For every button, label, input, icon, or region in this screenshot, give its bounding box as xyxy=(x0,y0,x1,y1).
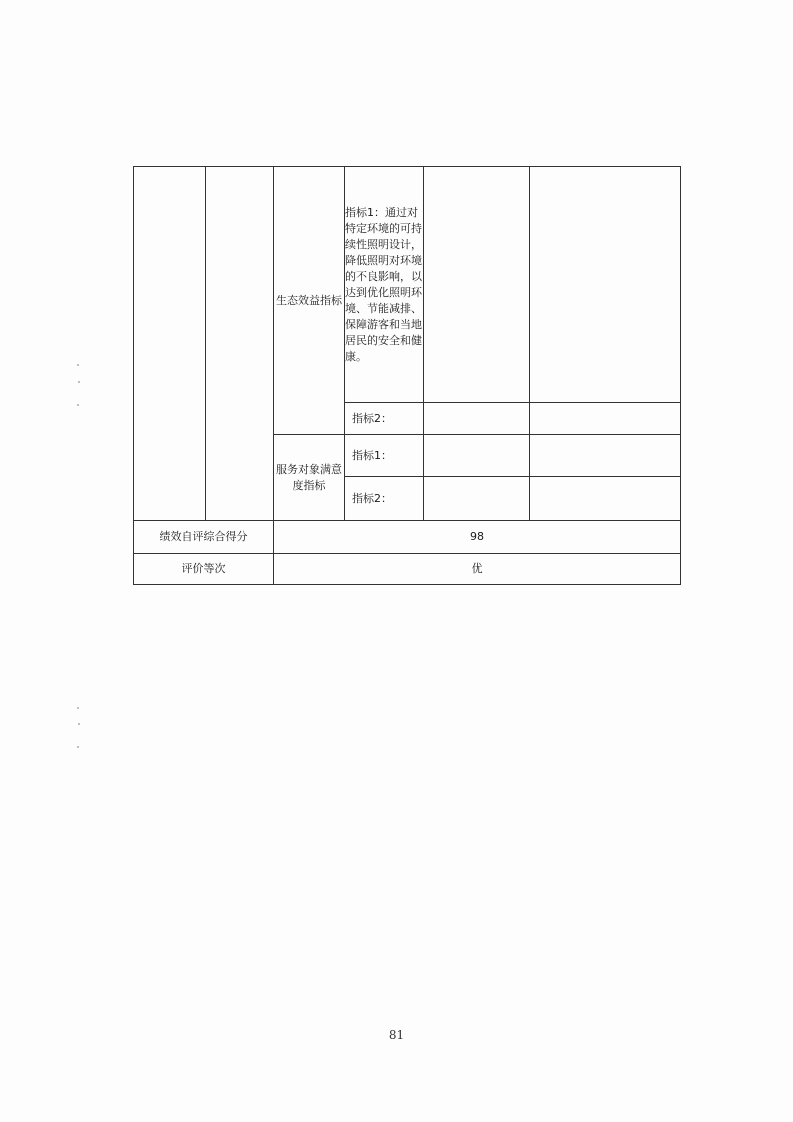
scan-speck xyxy=(78,723,80,725)
value-cell xyxy=(424,167,530,403)
scan-speck xyxy=(77,707,79,709)
table-row xyxy=(134,554,681,585)
value-cell xyxy=(530,403,681,435)
scan-speck xyxy=(77,364,79,366)
performance-table xyxy=(133,166,681,585)
indicator-ecological-1: 指标1：通过对特定环境的可持续性照明设计，降低照明对环境的不良影响，以达到优化照明环境、节能减排、保障游客和当地居民的安全和健康。 xyxy=(345,167,424,403)
category-satisfaction: 服务对象满意度指标 xyxy=(274,435,345,521)
scan-speck xyxy=(77,404,79,406)
scan-speck xyxy=(77,746,79,748)
page-number: 81 xyxy=(388,1028,405,1042)
grade-value: 优 xyxy=(274,554,681,585)
category-ecological: 生态效益指标 xyxy=(274,167,345,435)
value-cell xyxy=(530,477,681,521)
scan-speck xyxy=(78,381,80,383)
indicator-satisfaction-1: 指标1： xyxy=(345,435,424,477)
value-cell xyxy=(424,477,530,521)
indicator-ecological-2: 指标2： xyxy=(345,403,424,435)
blank-cell xyxy=(206,167,274,521)
table-row xyxy=(134,167,681,403)
blank-cell xyxy=(134,167,206,521)
value-cell xyxy=(530,435,681,477)
indicator-satisfaction-2: 指标2： xyxy=(345,477,424,521)
grade-label: 评价等次 xyxy=(134,554,274,585)
score-value: 98 xyxy=(274,521,681,554)
table-row xyxy=(134,521,681,554)
value-cell xyxy=(424,435,530,477)
value-cell xyxy=(530,167,681,403)
score-label: 绩效自评综合得分 xyxy=(134,521,274,554)
value-cell xyxy=(424,403,530,435)
